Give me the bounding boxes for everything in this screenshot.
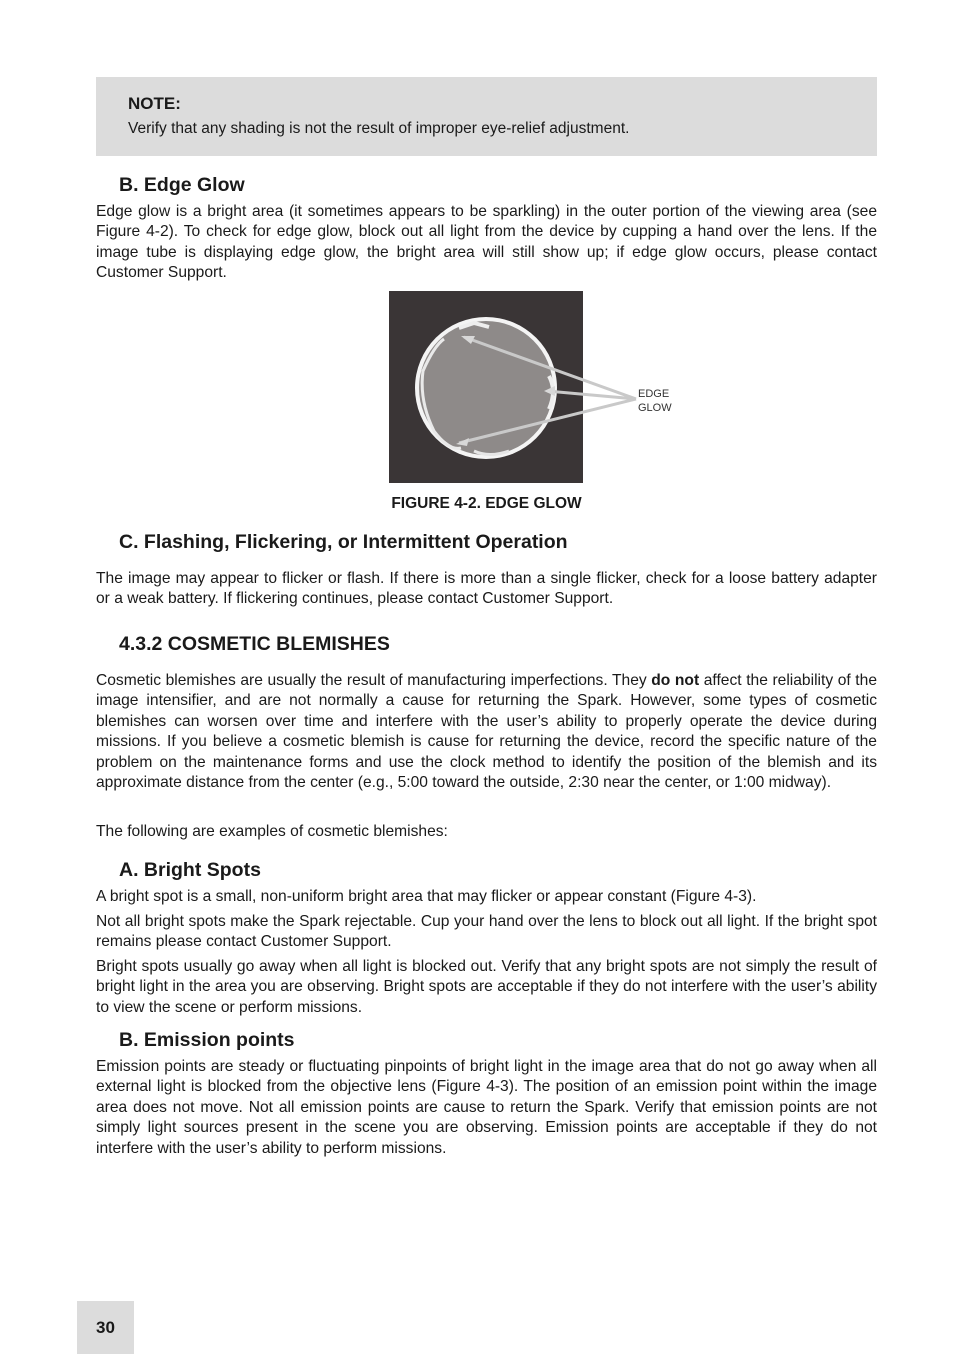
emission-paragraph: Emission points are steady or fluctuating pinpoints of bright light in the image area that do not go away when all external light is blocked from the objective lens (Figure 4-3). The position of an emission point within the image area does not move. Not all emission points are cause to return the Spark. Verify that emission points are not simply light sources present in the scene you are observing. Emission points are acceptable if they do not interfere with the user’s ability to perform missions. — [96, 1058, 877, 1157]
edge-glow-paragraph: Edge glow is a bright area (it sometimes appears to be sparkling) in the outer portion of the viewing area (see Figure 4-2). To check for edge glow, block out all light from the device by cupping a hand over the lens. If the image tube is displaying edge glow, the bright area will still show up; if edge glow occurs, please contact Customer Support. — [96, 203, 877, 282]
note-title: NOTE: — [128, 94, 181, 113]
note-text: Verify that any shading is not the result of improper eye-relief adjustment. — [128, 120, 630, 137]
emission-heading: B. Emission points — [119, 1029, 295, 1051]
note-box — [96, 77, 877, 156]
bright-spots-paragraph-2: Not all bright spots make the Spark rejectable. Cup your hand over the lens to block out all light. If the bright spot remains please contact Customer Support. — [96, 913, 877, 951]
edge-glow-illustration — [389, 291, 689, 486]
cosmetic-text-start: Cosmetic blemishes are usually the result of manufacturing imperfections. They — [96, 672, 652, 689]
bright-spots-paragraph-1: A bright spot is a small, non-uniform bright area that may flicker or appear constant (Figure 4-3). — [96, 888, 757, 905]
cosmetic-paragraph — [96, 671, 877, 793]
page-number: 30 — [96, 1317, 115, 1337]
figure-label-glow: GLOW — [638, 402, 672, 414]
cosmetic-heading: 4.3.2 COSMETIC BLEMISHES — [119, 633, 390, 655]
flashing-paragraph: The image may appear to flicker or flash. If there is more than a single flicker, check for a loose battery adapter or a weak battery. If flickering continues, please contact Customer Support. — [96, 570, 877, 608]
cosmetic-text-end: affect the reliability of the image intensifier, and are not normally a cause for returning the Spark. However, some types of cosmetic blemishes can worsen over time and interfere with the user’s ability to properly operate the device during missions. If you believe a cosmetic blemish is cause for returning the device, record the specific nature of the problem on the maintenance forms and use the clock method to identify the position of the blemish and its approximate distance from the center (e.g., 5:00 toward the outside, 2:30 near the center, or 1:00 midway). — [96, 672, 877, 792]
figure-label-edge: EDGE — [638, 388, 670, 400]
bright-spots-heading: A. Bright Spots — [119, 859, 261, 881]
cosmetic-bold-text: do not — [651, 672, 700, 689]
page-number-box — [77, 1301, 134, 1354]
cosmetic-examples-intro: The following are examples of cosmetic blemishes: — [96, 823, 448, 840]
edge-glow-figure — [389, 291, 689, 486]
flashing-heading: C. Flashing, Flickering, or Intermittent Operation — [119, 531, 568, 553]
bright-spots-paragraph-3: Bright spots usually go away when all light is blocked out. Verify that any bright spots are not simply the result of bright light in the area you are observing. Bright spots are acceptable if they do not interfere with the user’s ability to view the scene or perform missions. — [96, 958, 877, 1016]
figure-caption: FIGURE 4-2. EDGE GLOW — [391, 495, 582, 512]
edge-glow-heading: B. Edge Glow — [119, 174, 245, 196]
